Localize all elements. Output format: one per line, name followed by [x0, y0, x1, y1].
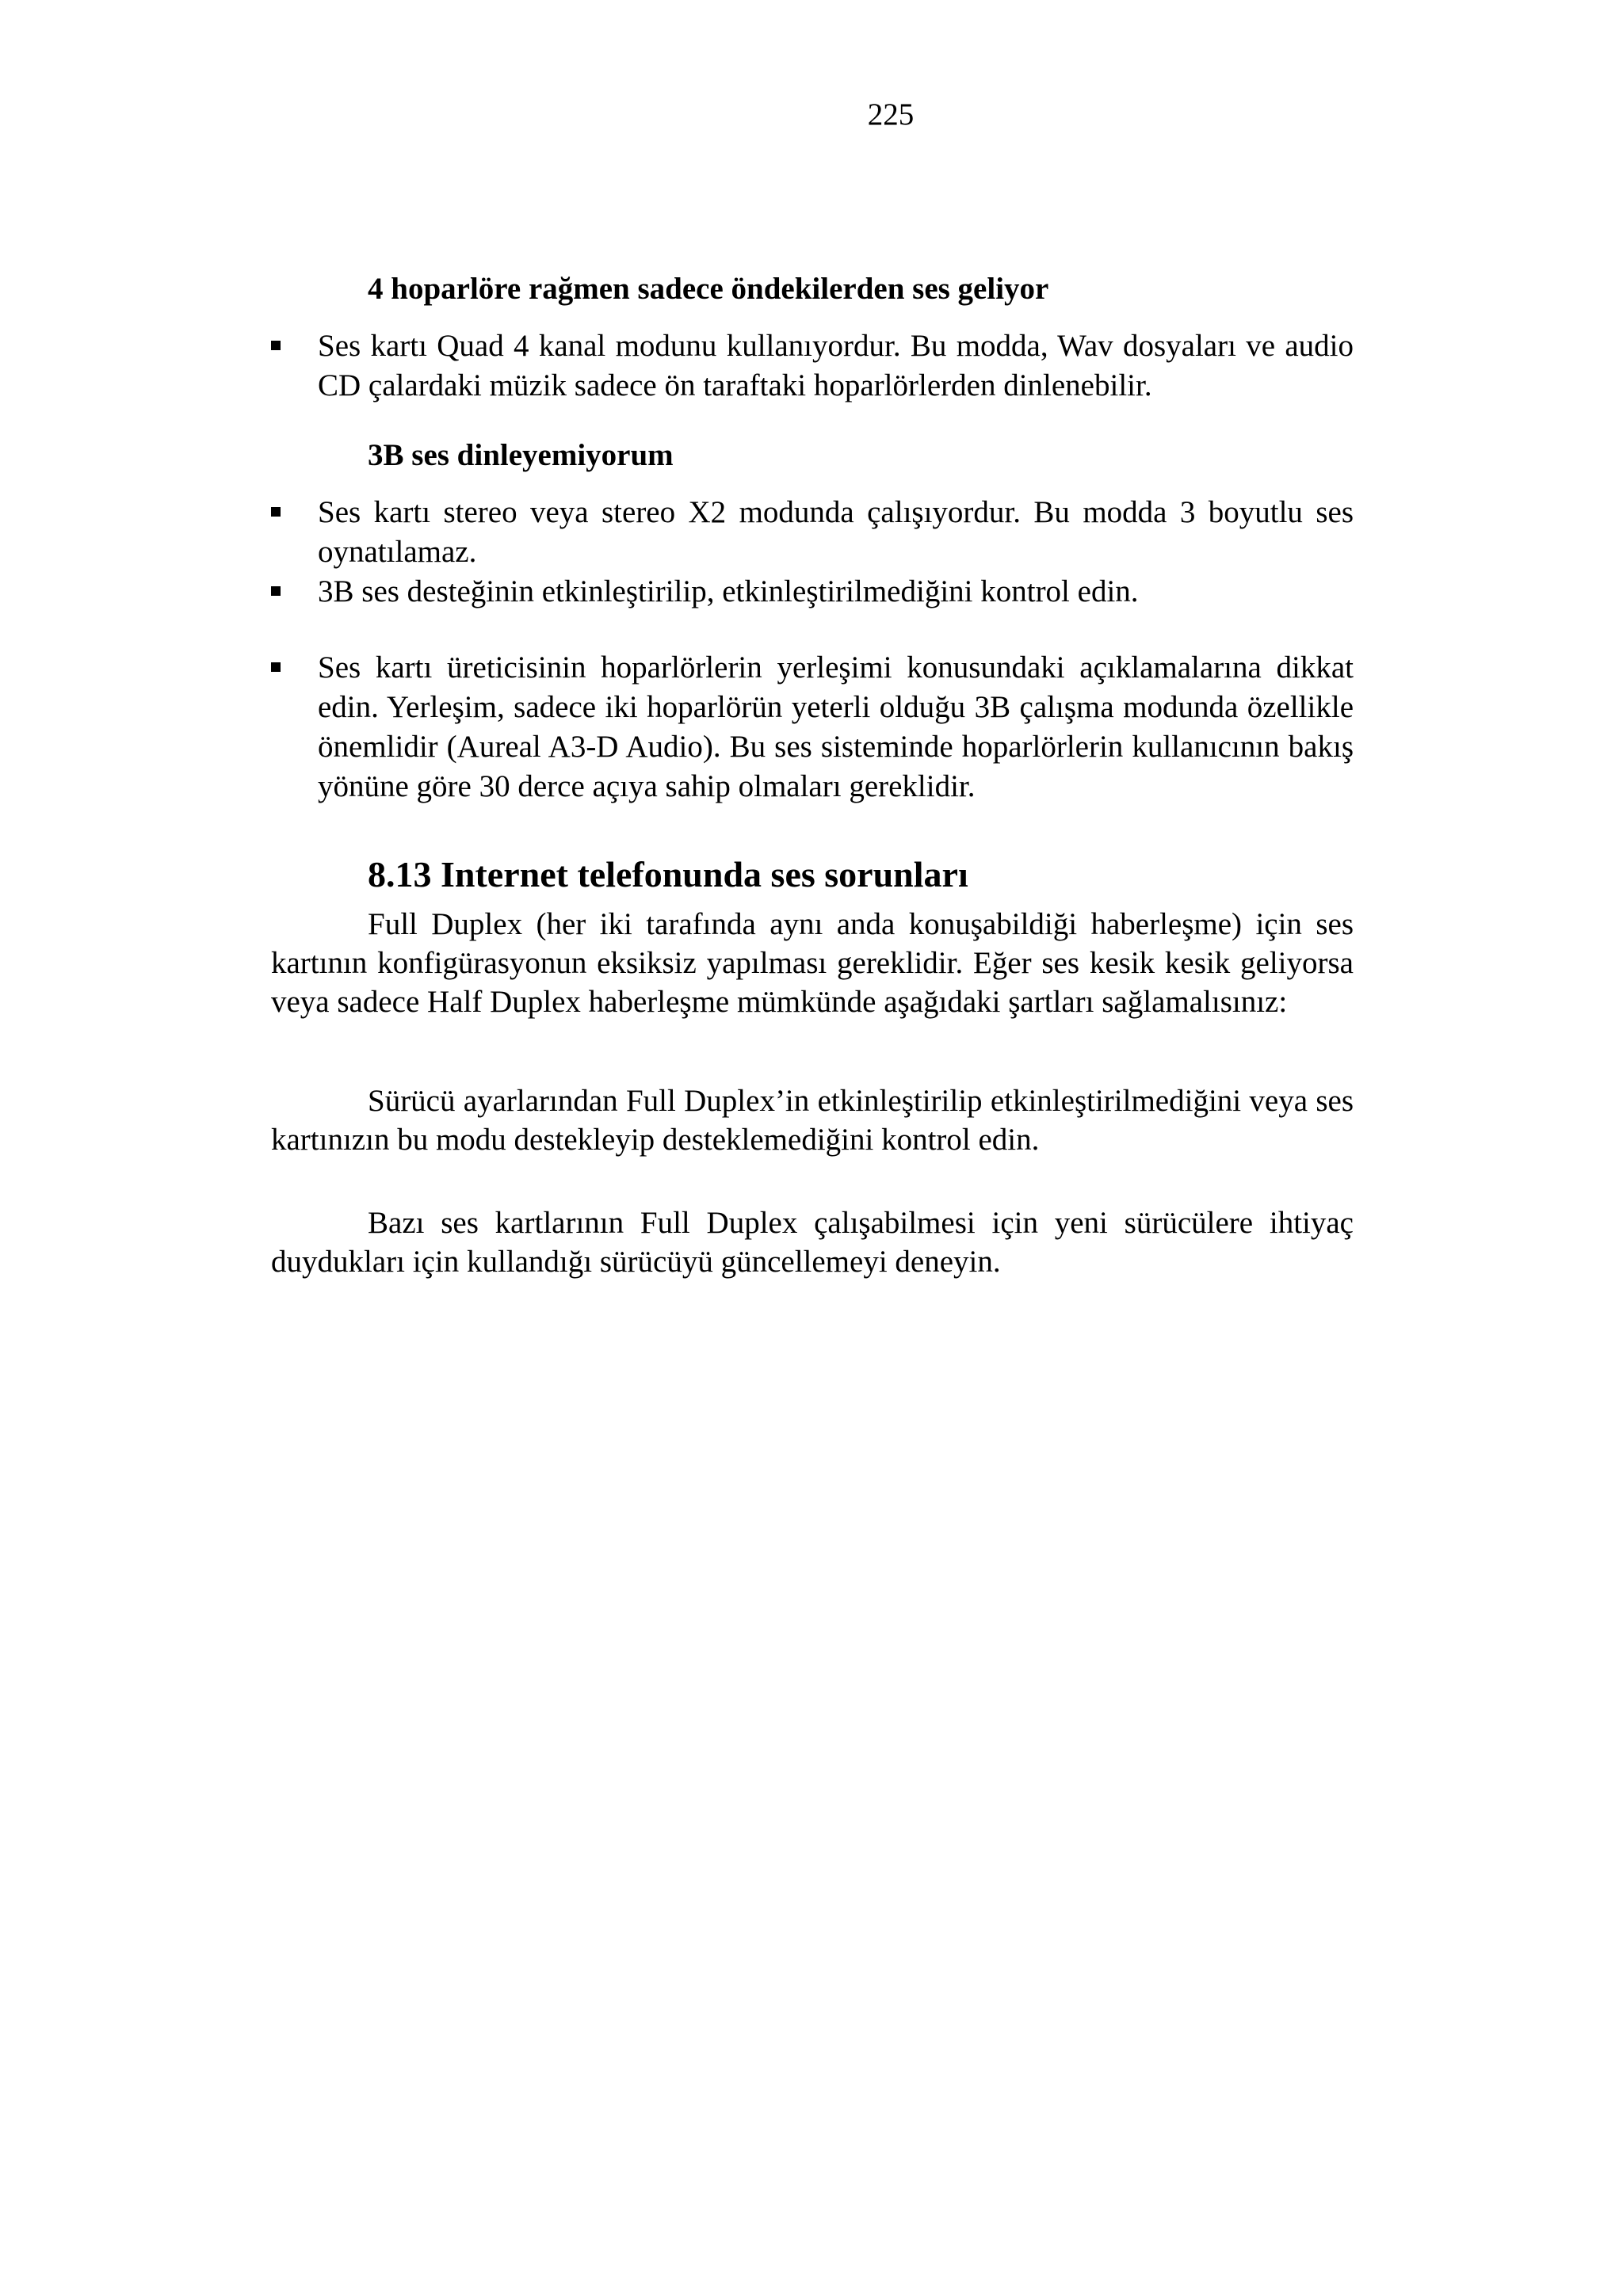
- paragraph: Full Duplex (her iki tarafında aynı anda konuşabildiği haberleşme) için ses kartının konfigürasyonun eksiksiz yapılması gereklidir. Eğer ses kesik kesik geliyorsa veya sadece Half Duplex haberleşme mümkünde aşağıdaki şartları sağlamalısınız:: [271, 907, 1354, 1019]
- list-item: [271, 648, 1354, 807]
- square-bullet-icon: [271, 341, 281, 350]
- bullet-list-4-speakers: [271, 326, 1354, 406]
- subheading-3d-sound: 3B ses dinleyemiyorum: [368, 438, 674, 472]
- square-bullet-icon: [271, 586, 281, 596]
- page-number: 225: [867, 97, 915, 132]
- list-item: [271, 572, 1354, 612]
- square-bullet-icon: [271, 507, 281, 517]
- bullet-list-3d-sound: [271, 493, 1354, 807]
- list-item-text: 3B ses desteğinin etkinleştirilip, etkinleştirilmediğini kontrol edin.: [318, 574, 1139, 608]
- list-item: [271, 326, 1354, 406]
- subheading-4-speakers: 4 hoparlöre rağmen sadece öndekilerden ses geliyor: [368, 272, 1049, 306]
- list-item-text: Ses kartı üreticisinin hoparlörlerin yerleşimi konusundaki açıklamalarına dikkat edin. Yerleşim, sadece iki hoparlörün yeterli olduğu 3B çalışma modunda özellikle önemlidir (Aureal A3-D Audio). Bu ses sisteminde hoparlörlerin kullanıcının bakış yönüne göre 30 derce açıya sahip olmaları gereklidir.: [318, 650, 1354, 803]
- paragraph: Bazı ses kartlarının Full Duplex çalışabilmesi için yeni sürücülere ihtiyaç duydukları için kullandığı sürücüyü güncellemeyi deneyin.: [271, 1206, 1354, 1279]
- section-heading-8-13: 8.13 Internet telefonunda ses sorunları: [368, 854, 968, 894]
- page-body: [271, 269, 1354, 1281]
- square-bullet-icon: [271, 662, 281, 672]
- list-item-text: Ses kartı stereo veya stereo X2 modunda çalışıyordur. Bu modda 3 boyutlu ses oynatılamaz.: [318, 495, 1354, 569]
- list-item-text: Ses kartı Quad 4 kanal modunu kullanıyordur. Bu modda, Wav dosyaları ve audio CD çalardaki müzik sadece ön taraftaki hoparlörlerden dinlenebilir.: [318, 329, 1354, 402]
- paragraph: Sürücü ayarlarından Full Duplex’in etkinleştirilip etkinleştirilmediğini veya ses kartınızın bu modu destekleyip desteklemediğini kontrol edin.: [271, 1084, 1354, 1157]
- list-item: [271, 493, 1354, 572]
